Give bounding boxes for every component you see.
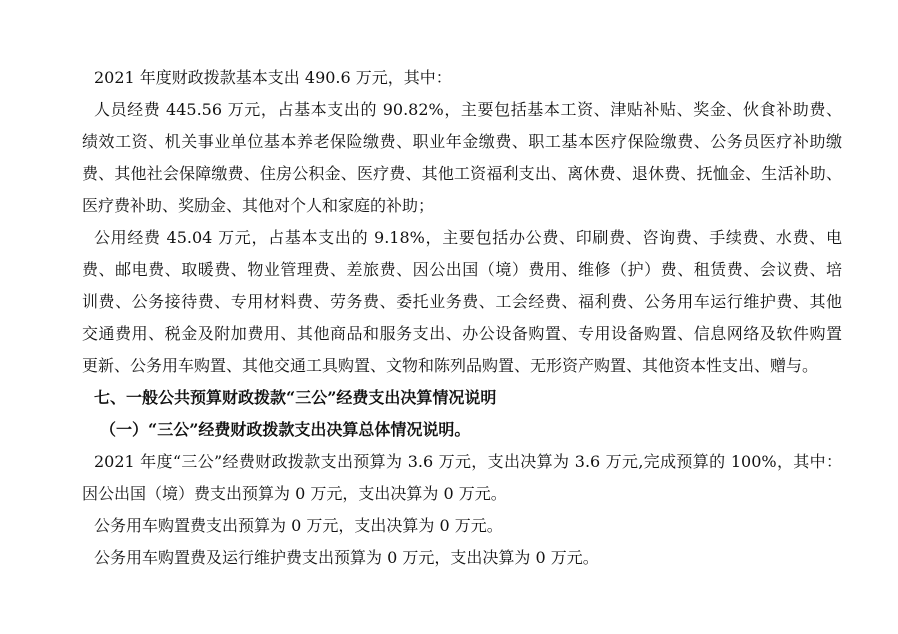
paragraph-line: 训费、公务接待费、专用材料费、劳务费、委托业务费、工会经费、福利费、公务用车运行维护费、其他 bbox=[82, 292, 842, 311]
paragraph-line: 费、邮电费、取暖费、物业管理费、差旅费、因公出国（境）费用、维修（护）费、租赁费、会议费、培 bbox=[82, 260, 842, 279]
vehicle-purchase-paragraph: 公务用车购置费支出预算为 0 万元，支出决算为 0 万元。 bbox=[94, 516, 503, 535]
section-heading: 七、一般公共预算财政拨款“三公”经费支出决算情况说明 bbox=[94, 388, 497, 407]
paragraph-line: 人员经费 445.56 万元，占基本支出的 90.82%，主要包括基本工资、津贴补贴、奖金、伙食补助费、 bbox=[94, 100, 842, 119]
paragraph-line: 因公出国（境）费支出预算为 0 万元，支出决算为 0 万元。 bbox=[82, 484, 507, 503]
vehicle-operation-paragraph: 公务用车购置费及运行维护费支出预算为 0 万元，支出决算为 0 万元。 bbox=[94, 548, 599, 567]
document-body bbox=[82, 62, 842, 574]
paragraph-line: 公用经费 45.04 万元，占基本支出的 9.18%，主要包括办公费、印刷费、咨询费、手续费、水费、电 bbox=[94, 228, 842, 247]
subsection-heading: （一）“三公”经费财政拨款支出决算总体情况说明。 bbox=[100, 420, 471, 439]
paragraph-line: 医疗费补助、奖励金、其他对个人和家庭的补助； bbox=[82, 196, 435, 215]
three-public-expenses-paragraph bbox=[82, 446, 842, 510]
paragraph-line: 更新、公务用车购置、其他交通工具购置、文物和陈列品购置、无形资产购置、其他资本性支出、赠与。 bbox=[82, 356, 819, 375]
paragraph-line: 2021 年度“三公”经费财政拨款支出预算为 3.6 万元，支出决算为 3.6 万元,完成预算的 100%，其中： bbox=[94, 452, 842, 471]
public-expenses-paragraph bbox=[82, 222, 842, 382]
personnel-expenses-paragraph bbox=[82, 94, 842, 222]
paragraph-line: 交通费用、税金及附加费用、其他商品和服务支出、办公设备购置、专用设备购置、信息网络及软件购置 bbox=[82, 324, 842, 343]
basic-expenditure-total: 2021 年度财政拨款基本支出 490.6 万元，其中： bbox=[94, 68, 452, 87]
paragraph-line: 绩效工资、机关事业单位基本养老保险缴费、职业年金缴费、职工基本医疗保险缴费、公务员医疗补助缴 bbox=[82, 132, 842, 151]
paragraph-line: 费、其他社会保障缴费、住房公积金、医疗费、其他工资福利支出、离休费、退休费、抚恤金、生活补助、 bbox=[82, 164, 842, 183]
